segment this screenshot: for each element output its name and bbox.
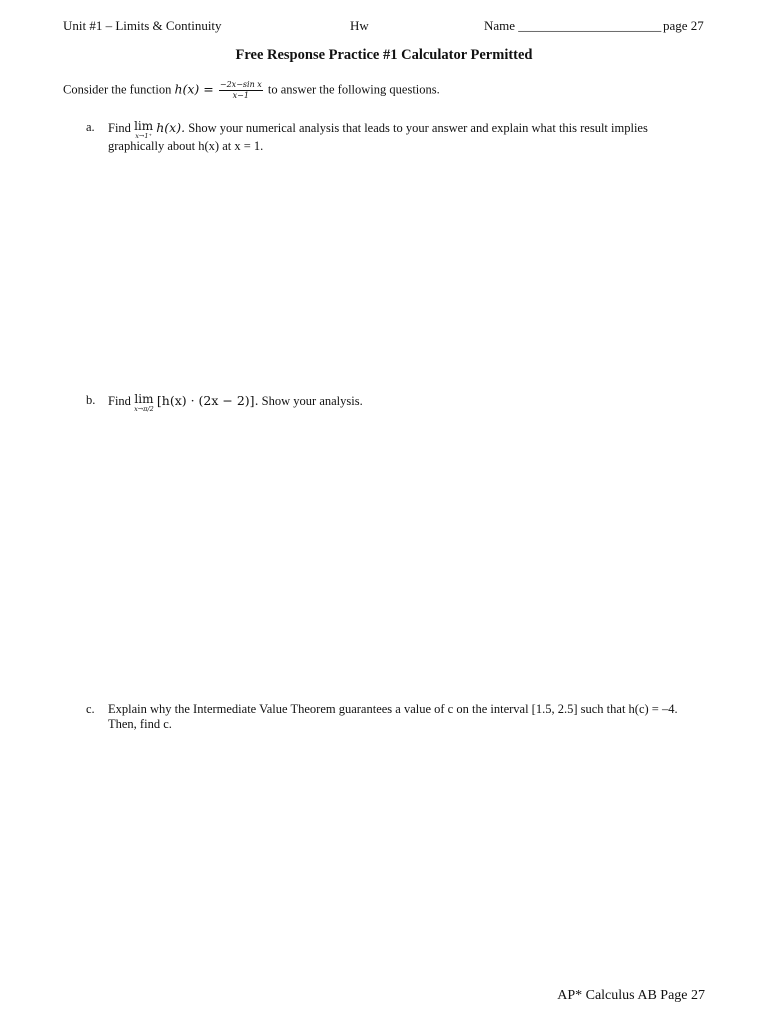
question-c-line1: Explain why the Intermediate Value Theorem guarantees a value of c on the interval [1.5, 2.5] such that h(c) = –4.	[108, 702, 678, 716]
page-footer: AP* Calculus AB Page 27	[557, 988, 705, 1003]
question-c-label: c.	[86, 702, 95, 716]
intro-function-name: h(x) =	[174, 81, 214, 97]
question-a-line1	[108, 120, 648, 140]
fraction-denominator: x−1	[232, 91, 249, 100]
question-a-rest: Show your numerical analysis that leads to your answer and explain what this result implies	[188, 121, 648, 135]
question-a-find: Find	[108, 121, 131, 135]
intro-line	[63, 81, 440, 100]
header-page: page 27	[663, 18, 704, 33]
question-b-limit	[134, 393, 154, 413]
intro-after: to answer the following questions.	[267, 82, 440, 97]
page-title: Free Response Practice #1 Calculator Permitted	[235, 47, 533, 63]
question-a-limit	[134, 120, 153, 140]
question-a-line2: graphically about h(x) at x = 1.	[108, 139, 264, 153]
question-c-line2: Then, find c.	[108, 717, 172, 731]
question-b-rest: Show your analysis.	[261, 394, 363, 408]
limit-subscript: x→π/2	[134, 405, 154, 413]
question-a-label: a.	[86, 120, 95, 134]
header-unit: Unit #1 – Limits & Continuity	[63, 18, 222, 33]
question-b-label: b.	[86, 393, 96, 407]
limit-subscript: x→1⁺	[135, 132, 152, 140]
intro-before: Consider the function	[63, 82, 172, 97]
limit-word: lim	[134, 119, 154, 133]
header-name-field: Name ______________________	[484, 18, 662, 33]
fraction-numerator: −2x−sin x	[219, 80, 262, 89]
question-b-line1	[108, 393, 363, 413]
question-b-expression: [h(x) · (2x − 2)].	[156, 393, 259, 408]
header-type: Hw	[350, 18, 369, 33]
question-a-expression: h(x).	[156, 120, 186, 135]
intro-fraction	[219, 81, 263, 100]
limit-word: lim	[134, 392, 154, 406]
question-b-find: Find	[108, 394, 131, 408]
